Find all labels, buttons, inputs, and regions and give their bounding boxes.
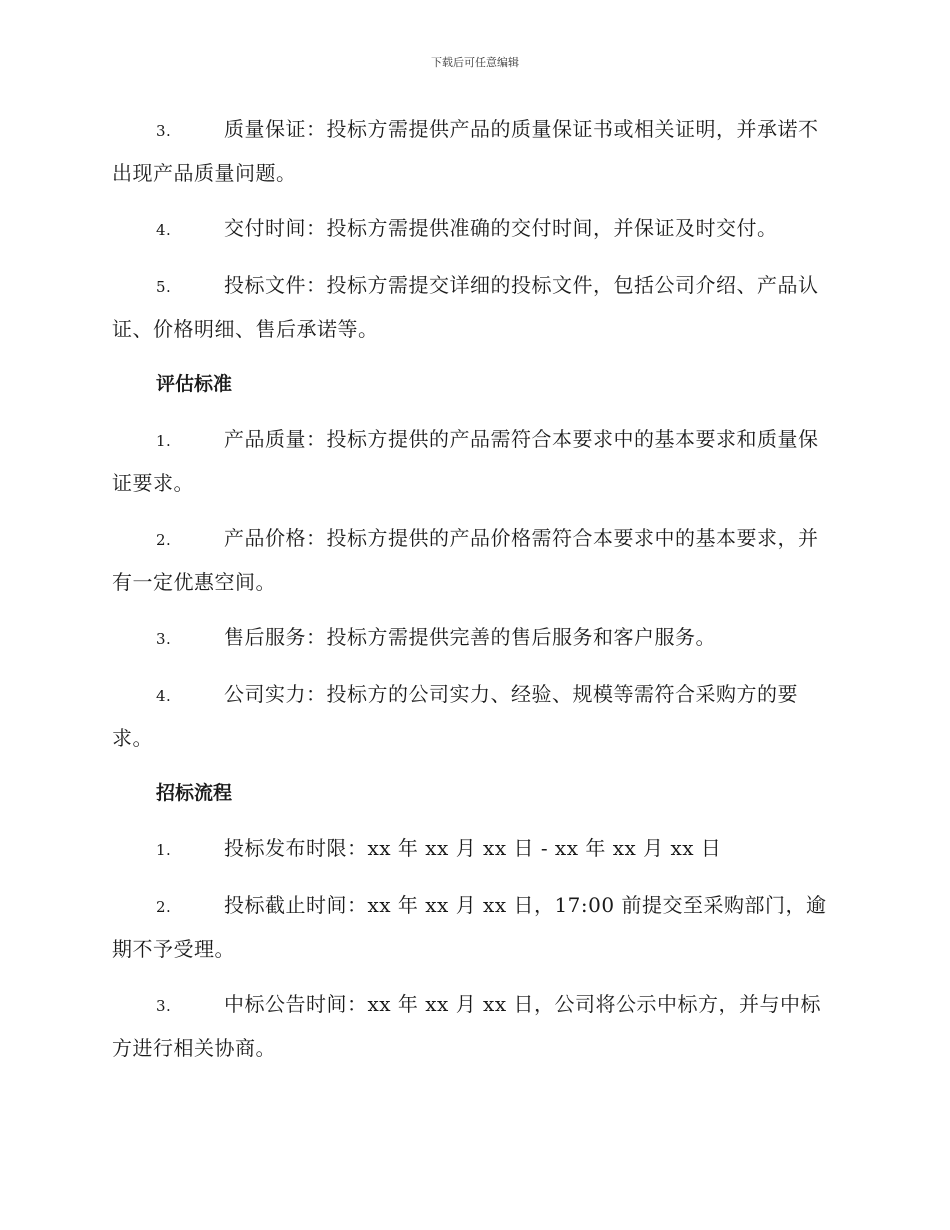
item-number: 3. — [156, 997, 172, 1015]
list-item — [112, 983, 836, 1069]
list-item — [112, 108, 836, 194]
item-number: 4. — [156, 221, 172, 239]
document-body — [112, 108, 836, 1082]
item-text: 售后服务：投标方需提供完善的售后服务和客户服务。 — [224, 625, 716, 649]
list-item — [112, 884, 836, 970]
list-item — [112, 673, 836, 759]
item-number: 2. — [156, 531, 172, 549]
item-number: 3. — [156, 630, 172, 648]
item-text: 交付时间：投标方需提供准确的交付时间，并保证及时交付。 — [224, 216, 778, 240]
item-text: 中标公告时间：xx 年 xx 月 xx 日，公司将公示中标方，并与中标方进行相关协商。 — [112, 992, 821, 1060]
item-text: 产品质量：投标方提供的产品需符合本要求中的基本要求和质量保证要求。 — [112, 427, 819, 495]
list-item — [112, 517, 836, 603]
item-text: 投标截止时间：xx 年 xx 月 xx 日，17:00 前提交至采购部门，逾期不予受理。 — [112, 893, 827, 961]
item-number: 2. — [156, 898, 172, 916]
list-item — [112, 418, 836, 504]
item-number: 1. — [156, 432, 172, 450]
item-number: 3. — [156, 122, 172, 140]
item-text: 投标发布时限：xx 年 xx 月 xx 日 - xx 年 xx 月 xx 日 — [224, 836, 722, 860]
item-text: 公司实力：投标方的公司实力、经验、规模等需符合采购方的要求。 — [112, 682, 798, 750]
item-number: 1. — [156, 841, 172, 859]
item-number: 5. — [156, 278, 172, 296]
section-heading-process: 招标流程 — [156, 782, 233, 804]
list-item — [112, 207, 836, 251]
item-text: 产品价格：投标方提供的产品价格需符合本要求中的基本要求，并有一定优惠空间。 — [112, 526, 819, 594]
item-text: 投标文件：投标方需提交详细的投标文件，包括公司介绍、产品认证、价格明细、售后承诺等。 — [112, 273, 819, 341]
list-item — [112, 827, 836, 871]
item-text: 质量保证：投标方需提供产品的质量保证书或相关证明，并承诺不出现产品质量问题。 — [112, 117, 819, 185]
section-heading-evaluation: 评估标准 — [156, 373, 233, 395]
list-item — [112, 264, 836, 350]
list-item — [112, 616, 836, 660]
item-number: 4. — [156, 687, 172, 705]
page-header: 下载后可任意编辑 — [431, 56, 519, 69]
